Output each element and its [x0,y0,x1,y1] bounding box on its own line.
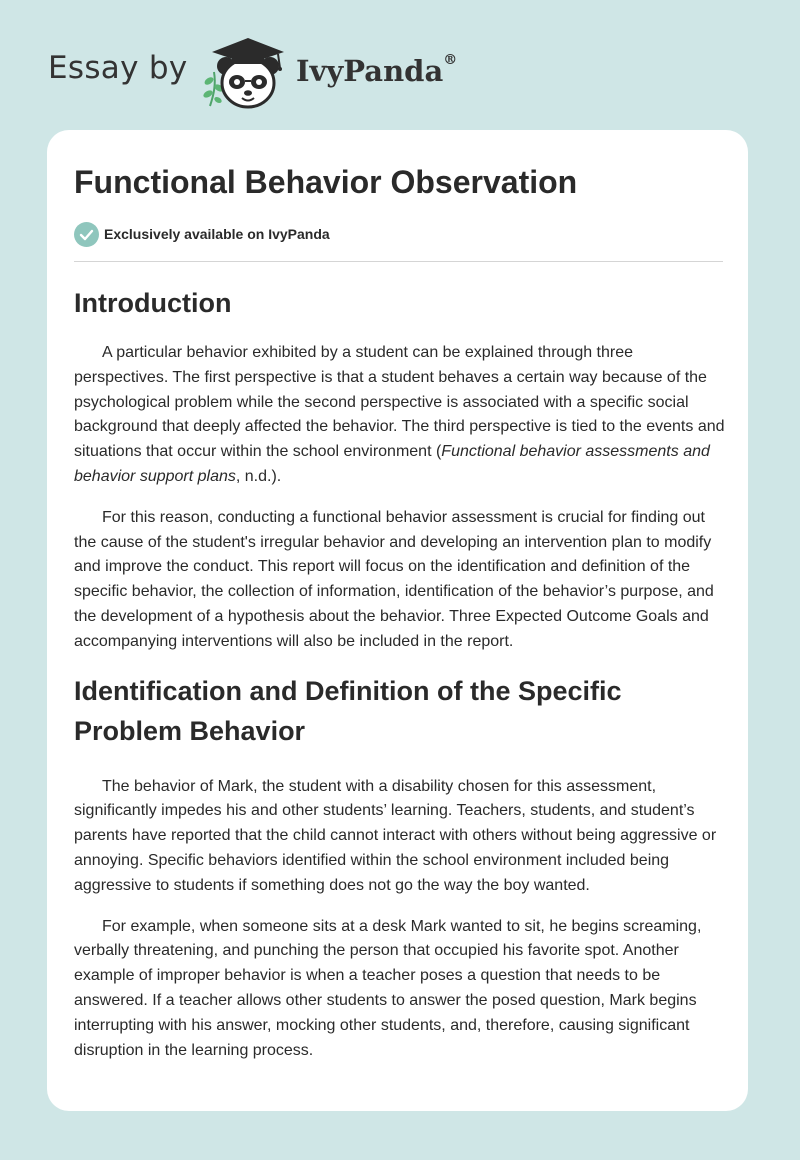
title-divider [74,261,723,262]
paragraph: The behavior of Mark, the student with a disability chosen for this assessment, significantly impedes his and other students’ learning. Teachers, students, and student’s parents have reported that the child cannot interact with others without being aggressive or annoying. Specific behaviors identified within the school environment included being aggressive to students if something does not go the way the boy wanted. [74,777,717,894]
section-heading-identification: Identification and Definition of the Specific Problem Behavior [74,675,622,746]
citation-title: Functional behavior assessments and behavior support plans [74,443,710,485]
brand-name[interactable] [296,54,457,88]
essay-by-label: Essay by [48,50,188,86]
site-header [48,30,508,110]
paragraph-text: , n.d.). [235,467,282,485]
paragraph: For this reason, conducting a functional behavior assessment is crucial for finding out the cause of the student's irregular behavior and developing an intervention plan to modify and improve the conduct. This report will focus on the identification and definition of the specific behavior, the collection of information, identification of the behavior’s purpose, and the development of a hypothesis about the behavior. Three Expected Outcome Goals and accompanying interventions will also be included in the report. [74,508,714,650]
essay-body [74,283,726,1063]
paragraph: For example, when someone sits at a desk Mark wanted to sit, he begins screaming, verbally threatening, and punching the person that occupied his favorite spot. Another example of improper behavior is when a teacher poses a question that needs to be answered. If a teacher allows other students to answer the posed question, Mark begins interrupting with his answer, mocking other students, and, therefore, causing significant disruption in the learning process. [74,917,702,1059]
essay-card [47,130,748,1111]
exclusive-badge-label: Exclusively available on IvyPanda [104,226,330,242]
paragraph-text: A particular behavior exhibited by a student can be explained through three perspectives. The first perspective is that a student behaves a certain way because of the psychological problem while the second perspective is associated with a specific social background that deeply affected the behavior. The third perspective is tied to the events and situations that occur within the school environment ( [74,344,725,461]
paragraph [74,341,726,490]
section-heading-introduction: Introduction [74,288,232,318]
exclusive-badge [74,221,330,247]
registered-mark: ® [443,52,458,68]
check-circle-icon [74,222,99,247]
panda-logo-icon[interactable] [202,36,294,110]
page-title: Functional Behavior Observation [74,164,578,200]
brand-text: IvyPanda [296,54,444,88]
